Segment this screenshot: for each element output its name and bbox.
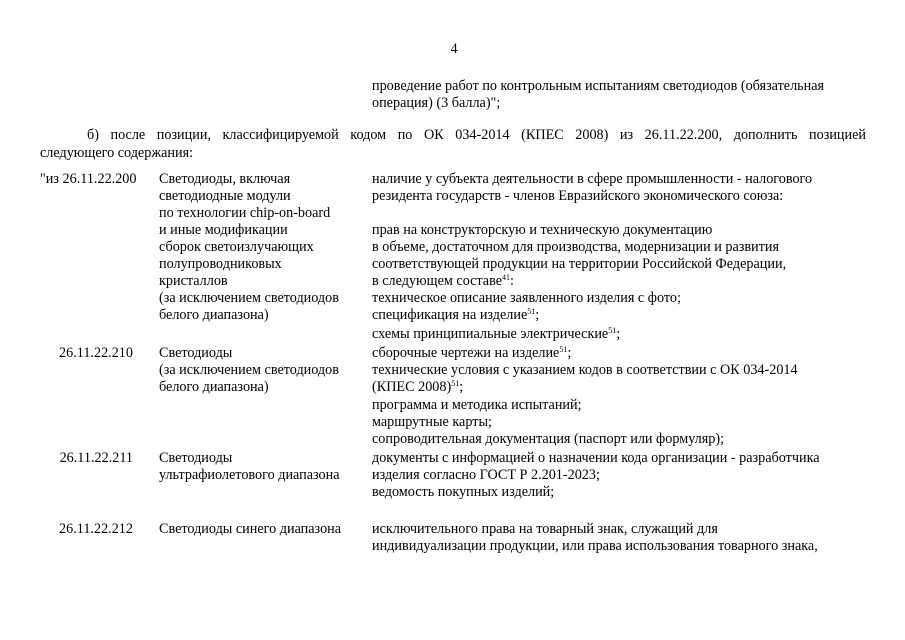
footnote-marker: 51 <box>527 307 536 316</box>
page-number: 4 <box>450 41 458 57</box>
requirement-line: соответствующей продукции на территории Российской Федерации, <box>372 256 787 272</box>
requirement-punct: ; <box>567 345 572 361</box>
requirement-line <box>372 273 514 290</box>
intro-paragraph-line: б) после позиции, классифицируемой кодом по ОК 034-2014 (КПЕС 2008) из 26.11.22.200, дополнить позицией <box>87 127 866 143</box>
requirement-line: резидента государств - членов Евразийского экономического союза: <box>372 188 784 204</box>
product-name-line: полупроводниковых <box>159 256 282 272</box>
product-name-line: Светодиоды <box>159 450 233 466</box>
continuation-line: операция) (3 балла)"; <box>372 95 501 111</box>
requirement-line: маршрутные карты; <box>372 414 492 430</box>
requirement-line: индивидуализации продукции, или права использования товарного знака, <box>372 538 818 554</box>
requirement-text: (КПЕС 2008) <box>372 379 452 395</box>
requirement-line <box>372 307 539 324</box>
footnote-marker: 41 <box>502 273 511 282</box>
footnote-marker: 51 <box>451 379 460 388</box>
requirement-line: исключительного права на товарный знак, служащий для <box>372 521 718 537</box>
product-name-line: кристаллов <box>159 273 228 289</box>
requirement-line: ведомость покупных изделий; <box>372 484 555 500</box>
requirement-line: документы с информацией о назначении кода организации - разработчика <box>372 450 820 466</box>
requirement-line <box>372 326 620 343</box>
footnote-marker: 51 <box>608 326 617 335</box>
requirement-text: сборочные чертежи на изделие <box>372 345 560 361</box>
requirement-text: схемы принципиальные электрические <box>372 326 609 342</box>
requirement-line: изделия согласно ГОСТ Р 2.201-2023; <box>372 467 600 483</box>
product-name-line: Светодиоды, включая <box>159 171 291 187</box>
requirement-line: программа и методика испытаний; <box>372 397 582 413</box>
requirement-line: в объеме, достаточном для производства, модернизации и развития <box>372 239 779 255</box>
product-name-line: и иные модификации <box>159 222 288 238</box>
requirement-text: в следующем составе <box>372 273 503 289</box>
intro-paragraph-line: следующего содержания: <box>40 145 194 161</box>
classification-code: 26.11.22.212 <box>59 521 133 537</box>
product-name-line: по технологии chip-on-board <box>159 205 331 221</box>
requirement-line: технические условия с указанием кодов в соответствии с ОК 034-2014 <box>372 362 798 378</box>
footnote-marker: 51 <box>559 345 568 354</box>
requirement-punct: ; <box>616 326 621 342</box>
continuation-line: проведение работ по контрольным испытаниям светодиодов (обязательная <box>372 78 825 94</box>
requirement-line <box>372 345 571 362</box>
product-name-line: светодиодные модули <box>159 188 291 204</box>
classification-code: "из 26.11.22.200 <box>40 171 137 187</box>
product-name-line: ультрафиолетового диапазона <box>159 467 340 483</box>
product-name-line: Светодиоды <box>159 345 233 361</box>
product-name-line: белого диапазона) <box>159 307 269 323</box>
requirement-punct: ; <box>535 307 540 323</box>
requirement-line: наличие у субъекта деятельности в сфере промышленности - налогового <box>372 171 813 187</box>
requirement-punct: ; <box>459 379 464 395</box>
classification-code: 26.11.22.211 <box>59 450 133 466</box>
requirement-line: сопроводительная документация (паспорт или формуляр); <box>372 431 725 447</box>
requirement-line: техническое описание заявленного изделия с фото; <box>372 290 681 306</box>
product-name-line: белого диапазона) <box>159 379 269 395</box>
classification-code: 26.11.22.210 <box>59 345 133 361</box>
product-name-line: сборок светоизлучающих <box>159 239 314 255</box>
requirement-text: спецификация на изделие <box>372 307 528 323</box>
product-name-line: Светодиоды синего диапазона <box>159 521 342 537</box>
requirement-punct: : <box>510 273 514 289</box>
product-name-line: (за исключением светодиодов <box>159 290 339 306</box>
requirement-line <box>372 379 463 396</box>
product-name-line: (за исключением светодиодов <box>159 362 339 378</box>
requirement-line: прав на конструкторскую и техническую документацию <box>372 222 713 238</box>
